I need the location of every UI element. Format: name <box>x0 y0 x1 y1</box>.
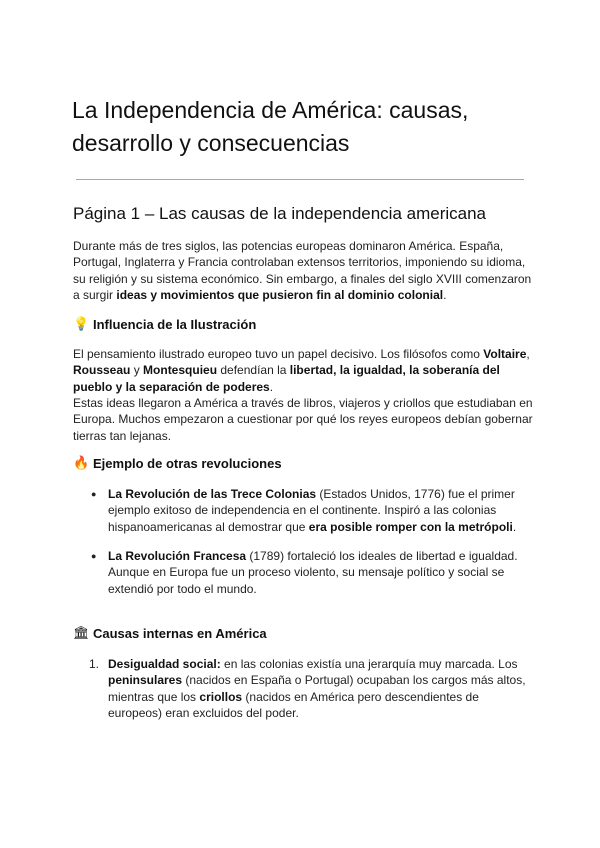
section-heading-internal-causes: 🏛 Causas internas en América <box>73 626 267 641</box>
bullet-marker: ● <box>91 551 97 561</box>
lightbulb-icon: 💡 <box>73 317 90 332</box>
section-heading-revolutions: 🔥 Ejemplo de otras revoluciones <box>73 456 282 471</box>
enlightenment-paragraph-2: Estas ideas llegaron a América a través de libros, viajeros y criollos que estudiaban en Europa. Muchos empezaron a cuestionar por qué los reyes europeos debían gobernar tierras tan lejanas. <box>73 396 533 443</box>
list-item: Desigualdad social: en las colonias existía una jerarquía muy marcada. Los peninsulares (nacidos en España o Portugal) ocupaban los cargos más altos, mientras que los criollos (nacidos en América pero descendientes de europeos) eran excluidos del poder. <box>108 657 526 721</box>
enlightenment-paragraph: El pensamiento ilustrado europeo tuvo un papel decisivo. Los filósofos como Voltaire, Rousseau y Montesquieu defendían la libertad, la igualdad, la soberanía del pueblo y la separación de poderes. <box>73 347 530 394</box>
fire-icon: 🔥 <box>73 456 90 471</box>
list-item: La Revolución Francesa (1789) fortaleció los ideales de libertad e igualdad. Aunque en Europa fue un proceso violento, su mensaje político y social se extendió por todo el mundo. <box>108 549 518 596</box>
bullet-marker: ● <box>91 489 97 499</box>
section-heading-enlightenment: 💡 Influencia de la Ilustración <box>73 317 257 332</box>
classical-building-icon: 🏛 <box>73 626 90 641</box>
horizontal-divider <box>76 179 524 180</box>
page-heading: Página 1 – Las causas de la independencia americana <box>73 204 487 223</box>
list-number: 1. <box>89 657 100 671</box>
list-item: La Revolución de las Trece Colonias (Estados Unidos, 1776) fue el primer ejemplo exitoso de independencia en el continente. Inspiró a las colonias hispanoamericanas al demostrar que era posible romper con la metrópoli. <box>108 487 517 534</box>
document-title: La Independencia de América: causas, desarrollo y consecuencias <box>72 97 469 156</box>
intro-paragraph: Durante más de tres siglos, las potencias europeas dominaron América. España, Portugal, Inglaterra y Francia controlaban extensos territorios, imponiendo su idioma, su religión y su sistema económico. Sin embargo, a finales del siglo XVIII comenzaron a surgir ideas y movimientos que pusieron fin al dominio colonial. <box>73 239 532 303</box>
